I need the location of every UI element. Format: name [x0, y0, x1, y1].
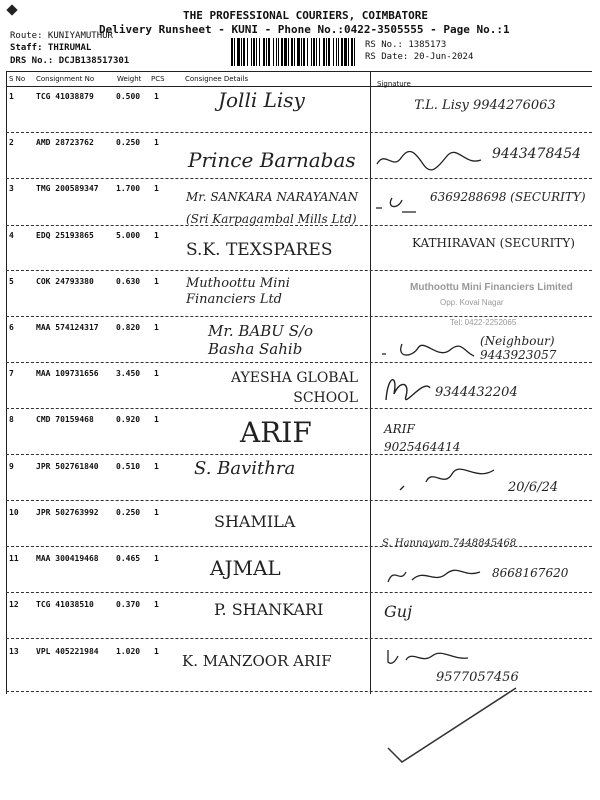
row-signature: 6369288698 (SECURITY)	[430, 190, 586, 204]
row-divider	[6, 178, 592, 179]
row-consignee-handwritten: SHAMILA	[214, 512, 296, 531]
signature-scribble	[375, 146, 485, 174]
stamp-line-1: Muthoottu Mini Financiers Limited	[410, 282, 573, 293]
row-weight: 0.630	[116, 277, 141, 286]
row-signature: 9577057456	[436, 670, 519, 685]
signature-scribble	[372, 192, 428, 218]
row-consignee-handwritten: AYESHA GLOBAL SCHOOL	[230, 370, 358, 406]
row-consignee-handwritten: Prince Barnabas	[188, 148, 356, 172]
barcode-bar	[291, 38, 293, 66]
row-consignment-no: JPR 502761840	[36, 462, 99, 471]
row-pcs: 1	[154, 184, 159, 193]
col-header-signature: Signature	[377, 80, 411, 88]
row-consignment-no: AMD 28723762	[36, 138, 94, 147]
row-pcs: 1	[154, 554, 159, 563]
row-consignee-handwritten: Mr. SANKARA NARAYANAN (Sri Karpagambal Mills Ltd)	[186, 190, 359, 226]
signature-scribble	[380, 370, 434, 406]
col-header-consignee: Consignee Details	[185, 75, 249, 83]
row-sno: 6	[9, 323, 14, 332]
row-consignment-no: VPL 405221984	[36, 647, 99, 656]
barcode-bar	[338, 38, 339, 66]
row-weight: 3.450	[116, 369, 141, 378]
row-sno: 12	[9, 600, 19, 609]
barcode-bar	[251, 38, 252, 66]
table-header-rule	[6, 86, 592, 87]
row-signature: 20/6/24	[508, 480, 559, 495]
row-weight: 1.700	[116, 184, 141, 193]
row-weight: 0.370	[116, 600, 141, 609]
barcode-bar	[253, 38, 255, 66]
row-pcs: 1	[154, 462, 159, 471]
row-divider	[6, 132, 592, 133]
row-sno: 9	[9, 462, 14, 471]
row-pcs: 1	[154, 277, 159, 286]
row-consignee-handwritten: Jolli Lisy	[218, 88, 305, 112]
row-consignee-handwritten: S. Bavithra	[194, 458, 296, 479]
row-weight: 0.500	[116, 92, 141, 101]
barcode	[231, 38, 356, 66]
barcode-bar	[237, 38, 240, 66]
corner-mark	[6, 4, 17, 15]
row-pcs: 1	[154, 647, 159, 656]
row-divider	[6, 270, 592, 271]
row-weight: 0.250	[116, 138, 141, 147]
signature-scribble	[382, 646, 472, 668]
col-header-sno: S No	[9, 75, 26, 83]
route-label: Route: KUNIYAMUTHUR	[10, 31, 113, 41]
row-sno: 4	[9, 231, 14, 240]
page-title: THE PROFESSIONAL COURIERS, COIMBATORE	[183, 9, 429, 22]
barcode-bar	[259, 38, 260, 66]
drs-number: DRS No.: DCJB138517301	[10, 56, 130, 66]
tick-mark	[384, 684, 520, 766]
row-sno: 8	[9, 415, 14, 424]
barcode-bar	[348, 38, 349, 66]
barcode-bar	[319, 38, 320, 66]
row-consignee-handwritten: Mr. BABU S/o Basha Sahib	[208, 322, 314, 358]
row-sno: 13	[9, 647, 19, 656]
col-header-weight: Weight	[117, 75, 142, 83]
row-sno: 7	[9, 369, 14, 378]
row-consignment-no: TCG 41038879	[36, 92, 94, 101]
rs-number: RS No.: 1385173	[365, 40, 447, 50]
barcode-bar	[313, 38, 315, 66]
stamp-line-2: Opp. Kovai Nagar	[440, 298, 504, 307]
row-consignment-no: MAA 109731656	[36, 369, 99, 378]
barcode-bar	[243, 38, 245, 66]
row-weight: 5.000	[116, 231, 141, 240]
row-signature: S. Hannayam 7448845468	[382, 538, 517, 549]
row-signature: T.L. Lisy 9944276063	[414, 98, 556, 113]
row-consignee-handwritten: P. SHANKARI	[214, 600, 324, 619]
barcode-bar	[247, 38, 248, 66]
row-pcs: 1	[154, 508, 159, 517]
row-divider	[6, 592, 592, 593]
row-pcs: 1	[154, 369, 159, 378]
barcode-bar	[268, 38, 270, 66]
stamp-line-3: Tel: 0422-2252065	[450, 318, 517, 327]
rs-date: RS Date: 20-Jun-2024	[365, 52, 474, 62]
barcode-bar	[328, 38, 330, 66]
signature-scribble	[378, 340, 478, 362]
barcode-bar	[281, 38, 283, 66]
barcode-bar	[273, 38, 274, 66]
row-signature: Guj	[384, 602, 413, 621]
barcode-bar	[231, 38, 233, 66]
row-weight: 0.510	[116, 462, 141, 471]
barcode-bar	[266, 38, 267, 66]
row-weight: 0.250	[116, 508, 141, 517]
barcode-bar	[297, 38, 300, 66]
barcode-bar	[234, 38, 235, 66]
row-signature: KATHIRAVAN (SECURITY)	[412, 236, 575, 250]
row-consignment-no: TMG 200589347	[36, 184, 99, 193]
barcode-bar	[336, 38, 337, 66]
row-sno: 5	[9, 277, 14, 286]
barcode-bar	[284, 38, 287, 66]
staff-label: Staff: THIRUMAL	[10, 43, 92, 53]
row-sno: 11	[9, 554, 19, 563]
barcode-bar	[316, 38, 317, 66]
row-consignment-no: EDQ 25193865	[36, 231, 94, 240]
row-divider	[6, 454, 592, 455]
barcode-bar	[341, 38, 343, 66]
row-consignee-handwritten: Muthoottu Mini Financiers Ltd	[186, 276, 290, 307]
barcode-bar	[326, 38, 327, 66]
company-stamp	[380, 278, 580, 338]
row-divider	[6, 362, 592, 363]
row-pcs: 1	[154, 231, 159, 240]
row-signature: 9344432204	[435, 385, 518, 400]
barcode-bar	[303, 38, 305, 66]
row-divider	[6, 638, 592, 639]
row-pcs: 1	[154, 415, 159, 424]
row-consignee-handwritten: K. MANZOOR ARIF	[182, 652, 332, 670]
signature-scribble	[396, 462, 500, 496]
row-consignment-no: MAA 574124317	[36, 323, 99, 332]
row-consignment-no: COK 24793380	[36, 277, 94, 286]
barcode-bar	[307, 38, 308, 66]
row-pcs: 1	[154, 138, 159, 147]
barcode-bar	[278, 38, 279, 66]
barcode-bar	[301, 38, 302, 66]
table-left-border	[6, 71, 7, 694]
row-divider	[6, 500, 592, 501]
table-top-rule	[6, 71, 592, 72]
barcode-bar	[256, 38, 257, 66]
row-consignee-handwritten: S.K. TEXSPARES	[186, 240, 333, 260]
row-consignment-no: MAA 300419468	[36, 554, 99, 563]
signature-scribble	[384, 562, 484, 588]
row-sno: 10	[9, 508, 19, 517]
barcode-bar	[288, 38, 289, 66]
barcode-bar	[311, 38, 312, 66]
row-consignee-handwritten: AJMAL	[210, 556, 281, 580]
barcode-bar	[241, 38, 242, 66]
row-consignment-no: JPR 502763992	[36, 508, 99, 517]
row-signature: ARIF 9025464414	[384, 422, 461, 454]
row-signature: 9443478454	[492, 146, 582, 162]
barcode-bar	[276, 38, 277, 66]
row-weight: 0.820	[116, 323, 141, 332]
barcode-bar	[351, 38, 353, 66]
barcode-bar	[344, 38, 347, 66]
row-sno: 3	[9, 184, 14, 193]
barcode-bar	[294, 38, 295, 66]
row-consignee-handwritten: ARIF	[240, 416, 312, 449]
row-weight: 0.920	[116, 415, 141, 424]
barcode-bar	[263, 38, 265, 66]
col-header-consignment: Consignment No	[36, 75, 95, 83]
row-pcs: 1	[154, 323, 159, 332]
row-weight: 0.465	[116, 554, 141, 563]
row-weight: 1.020	[116, 647, 141, 656]
row-consignment-no: TCG 41038510	[36, 600, 94, 609]
barcode-bar	[323, 38, 325, 66]
row-signature: (Neighbour) 9443923057	[480, 334, 557, 362]
row-pcs: 1	[154, 92, 159, 101]
row-pcs: 1	[154, 600, 159, 609]
barcode-bar	[354, 38, 355, 66]
barcode-bar	[333, 38, 334, 66]
signature-column-divider	[370, 71, 371, 694]
row-signature: 8668167620	[492, 566, 569, 580]
row-divider	[6, 408, 592, 409]
col-header-pcs: PCS	[151, 75, 165, 83]
row-sno: 2	[9, 138, 14, 147]
row-sno: 1	[9, 92, 14, 101]
row-consignment-no: CMD 70159468	[36, 415, 94, 424]
page-subtitle: Delivery Runsheet - KUNI - Phone No.:0422-3505555 - Page No.:1	[99, 23, 510, 36]
